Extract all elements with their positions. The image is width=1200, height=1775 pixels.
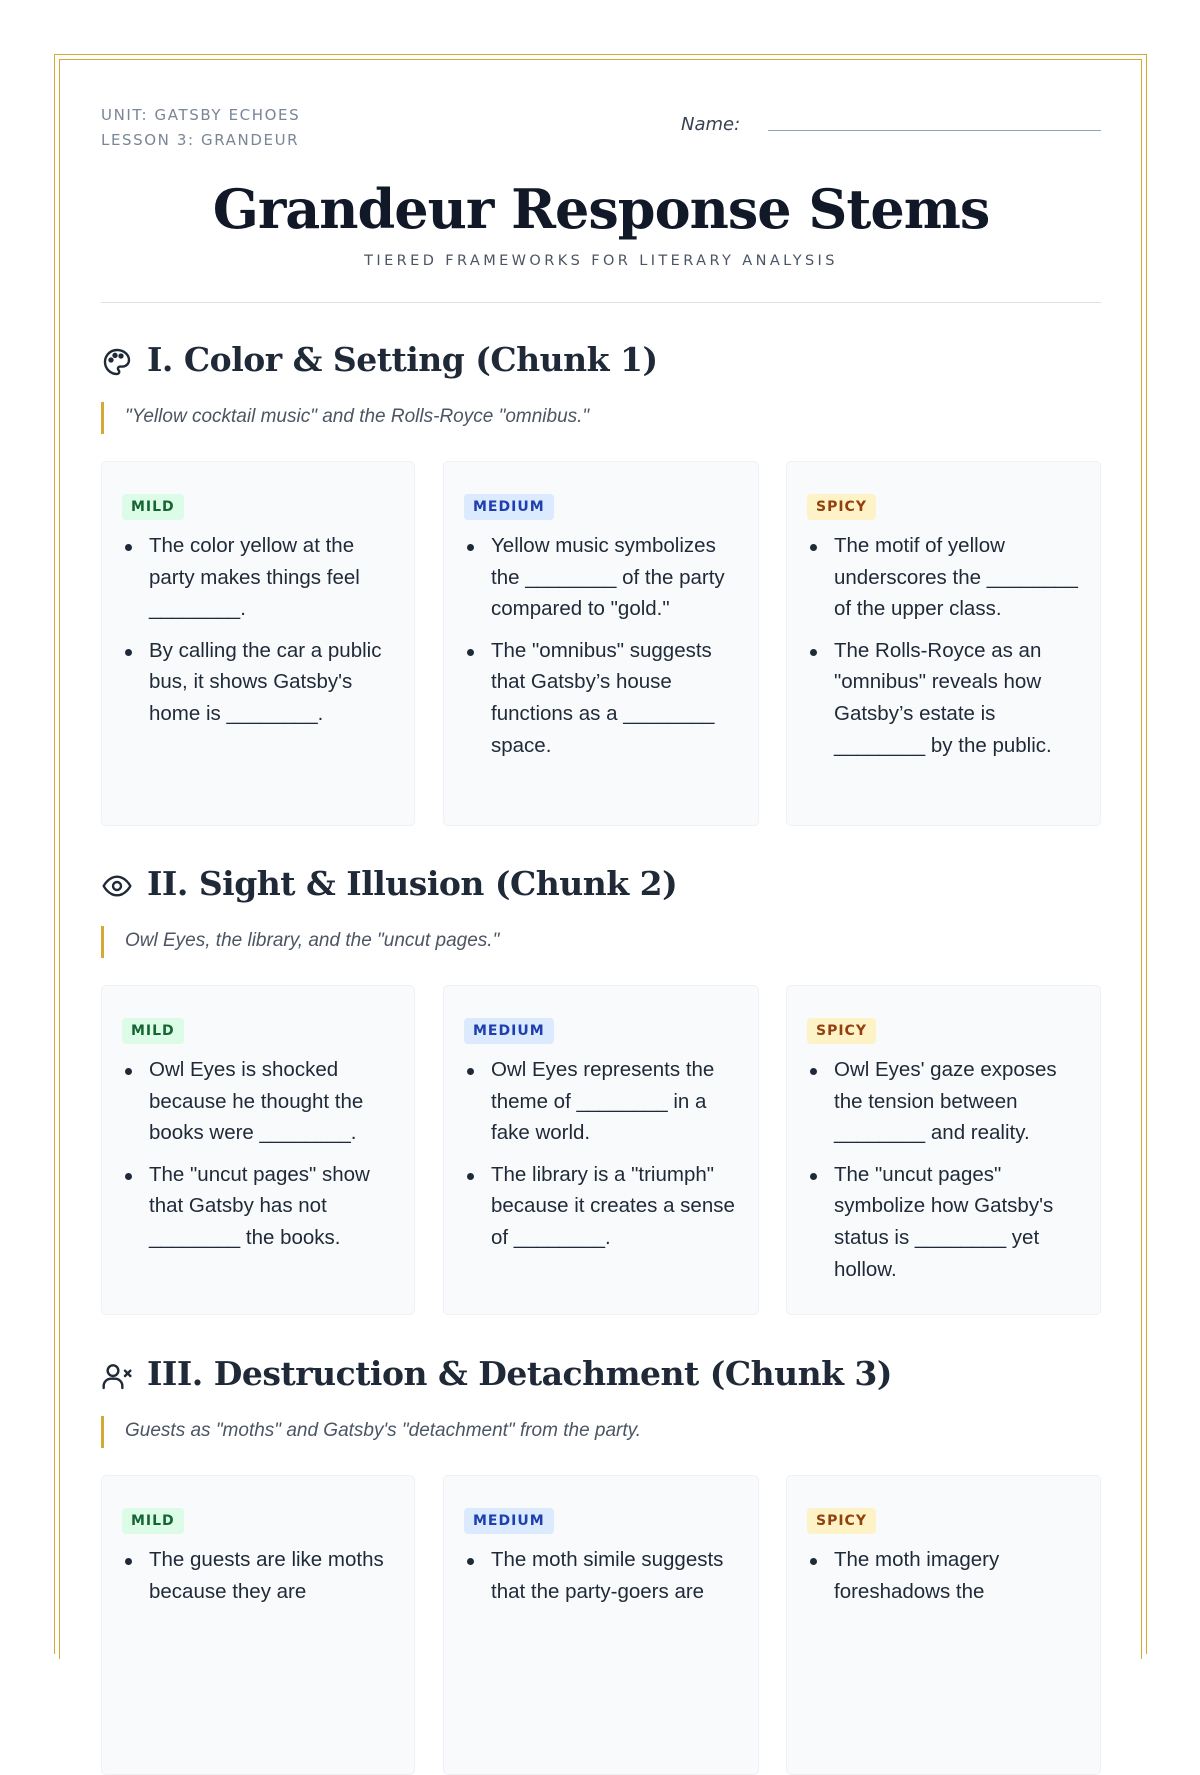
stem-list [122,530,400,740]
stem-list [464,530,744,771]
section-title: III. Destruction & Detachment (Chunk 3) [147,1354,892,1393]
stem-list [122,1544,400,1617]
section-quote: Owl Eyes, the library, and the "uncut pages." [101,926,1101,958]
stem-list [807,1544,1086,1617]
medium-badge: MEDIUM [464,1018,554,1044]
section-title: I. Color & Setting (Chunk 1) [147,340,658,379]
mild-badge: MILD [122,494,184,520]
medium-badge: MEDIUM [464,1508,554,1534]
eye-icon [101,870,133,902]
stem-item: The library is a "triumph" because it creates a sense of ________. [464,1159,744,1254]
tier-card-spicy [786,461,1101,826]
unit-lesson-block [101,103,300,153]
stem-item: The "uncut pages" show that Gatsby has not ________ the books. [122,1159,400,1254]
section-heading [101,340,1101,380]
stem-list [807,530,1086,771]
stem-item: The moth simile suggests that the party-goers are [464,1544,744,1607]
section-quote: "Yellow cocktail music" and the Rolls-Royce "omnibus." [101,402,1101,434]
section-quote: Guests as "moths" and Gatsby's "detachment" from the party. [101,1416,1101,1448]
tier-card-spicy [786,985,1101,1315]
tier-card-medium [443,461,759,826]
spicy-badge: SPICY [807,494,876,520]
stem-item: The guests are like moths because they are [122,1544,400,1607]
user-x-icon [101,1360,133,1392]
stem-item: Yellow music symbolizes the ________ of the party compared to "gold." [464,530,744,625]
spicy-badge: SPICY [807,1018,876,1044]
mild-badge: MILD [122,1508,184,1534]
tier-card-mild [101,461,415,826]
medium-badge: MEDIUM [464,494,554,520]
stem-list [122,1054,400,1264]
mild-badge: MILD [122,1018,184,1044]
tier-card-medium [443,985,759,1315]
stem-item: Owl Eyes is shocked because he thought the books were ________. [122,1054,400,1149]
header-divider [101,302,1101,303]
tier-card-medium [443,1475,759,1775]
stem-list [464,1544,744,1617]
spicy-badge: SPICY [807,1508,876,1534]
page-title: Grandeur Response Stems [212,177,990,241]
palette-icon [101,346,133,378]
tier-card-mild [101,1475,415,1775]
stem-list [464,1054,744,1264]
section-heading [101,1354,1101,1394]
section-title: II. Sight & Illusion (Chunk 2) [147,864,678,903]
section-heading [101,864,1101,904]
name-label: Name: [681,114,741,135]
name-field [681,114,1101,144]
lesson-label: LESSON 3: GRANDEUR [101,131,300,149]
stem-item: Owl Eyes represents the theme of ________ in a fake world. [464,1054,744,1149]
stem-item: By calling the car a public bus, it shows Gatsby's home is ________. [122,635,400,730]
stem-item: The motif of yellow underscores the ________ of the upper class. [807,530,1086,625]
stem-item: The "omnibus" suggests that Gatsby’s house functions as a ________ space. [464,635,744,761]
page-subtitle: TIERED FRAMEWORKS FOR LITERARY ANALYSIS [364,253,838,269]
stem-list [807,1054,1086,1295]
unit-label: UNIT: GATSBY ECHOES [101,106,301,124]
tier-card-mild [101,985,415,1315]
stem-item: Owl Eyes' gaze exposes the tension between ________ and reality. [807,1054,1086,1149]
stem-item: The "uncut pages" symbolize how Gatsby's status is ________ yet hollow. [807,1159,1086,1285]
stem-item: The color yellow at the party makes things feel ________. [122,530,400,625]
stem-item: The Rolls-Royce as an "omnibus" reveals how Gatsby’s estate is ________ by the public. [807,635,1086,761]
tier-card-spicy [786,1475,1101,1775]
stem-item: The moth imagery foreshadows the [807,1544,1086,1607]
name-blank-line[interactable] [768,130,1101,131]
